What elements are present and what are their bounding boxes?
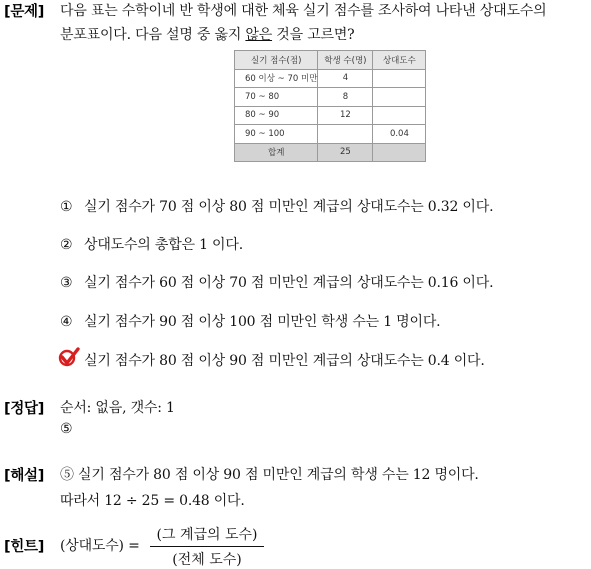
answer-order: 순서: 없음, 갯수: 1 — [60, 400, 175, 416]
table-cell — [373, 143, 426, 162]
table-row — [235, 106, 426, 125]
question-line-2-post: 것을 고르면? — [272, 27, 355, 43]
option-text: 실기 점수가 80 점 이상 90 점 미만인 계급의 상대도수는 0.4 이다. — [84, 353, 485, 369]
option-1 — [60, 196, 493, 216]
table-cell: 12 — [318, 106, 373, 125]
explanation-line-2: 따라서 12 ÷ 25 = 0.48 이다. — [60, 493, 245, 509]
question-line-2 — [60, 24, 354, 44]
explanation-label: [해설] — [4, 468, 45, 484]
option-text: 실기 점수가 70 점 이상 80 점 미만인 계급의 상대도수는 0.32 이다. — [84, 199, 494, 215]
option-text: 실기 점수가 90 점 이상 100 점 미만인 학생 수는 1 명이다. — [84, 314, 441, 330]
option-3 — [60, 272, 493, 292]
option-number: ② — [60, 237, 73, 253]
option-4 — [60, 311, 440, 331]
question-line-1: 다음 표는 수학이네 반 학생에 대한 체육 실기 점수를 조사하여 나타낸 상대도수의 — [60, 3, 547, 19]
answer-label: [정답] — [4, 401, 45, 417]
table-cell — [373, 88, 426, 107]
table-cell — [373, 69, 426, 88]
option-text: 상대도수의 총합은 1 이다. — [84, 237, 243, 253]
question-line-2-pre: 분포표이다. 다음 설명 중 옳지 — [60, 27, 246, 43]
table-row — [235, 125, 426, 144]
option-number: ① — [60, 199, 73, 215]
question-emphasis: 않은 — [245, 27, 273, 43]
table-cell: 25 — [318, 143, 373, 162]
option-5 — [60, 350, 485, 370]
table-cell: 90 ~ 100 — [235, 125, 318, 144]
table-row — [235, 88, 426, 107]
table-header-row — [235, 51, 426, 70]
explanation-line-1: ⑤ 실기 점수가 80 점 이상 90 점 미만인 계급의 학생 수는 12 명이다. — [60, 467, 479, 483]
table-cell: 70 ~ 80 — [235, 88, 318, 107]
table-cell: 8 — [318, 88, 373, 107]
table-cell: 0.04 — [373, 125, 426, 144]
hint-fraction — [150, 524, 264, 569]
table-cell — [318, 125, 373, 144]
check-mark-icon — [58, 346, 80, 368]
table-cell: 80 ~ 90 — [235, 106, 318, 125]
table-header: 상대도수 — [373, 51, 426, 70]
option-2 — [60, 234, 243, 254]
table-cell: 합계 — [235, 143, 318, 162]
hint-denominator: (전체 도수) — [172, 552, 242, 568]
hint-label: [힌트] — [4, 539, 45, 555]
answer-value: ⑤ — [60, 421, 73, 437]
table-row — [235, 69, 426, 88]
relative-frequency-table — [234, 50, 426, 162]
table-header: 실기 점수(점) — [235, 51, 318, 70]
option-number: ③ — [60, 275, 73, 291]
option-text: 실기 점수가 60 점 이상 70 점 미만인 계급의 상대도수는 0.16 이다. — [84, 275, 494, 291]
hint-numerator: (그 계급의 도수) — [150, 524, 264, 547]
table-cell: 60 이상 ~ 70 미만 — [235, 69, 318, 88]
problem-label: [문제] — [4, 4, 45, 20]
table-total-row — [235, 143, 426, 162]
option-number: ④ — [60, 314, 73, 330]
table-cell: 4 — [318, 69, 373, 88]
table-header: 학생 수(명) — [318, 51, 373, 70]
hint-lhs: (상대도수) = — [60, 538, 140, 554]
table-cell — [373, 106, 426, 125]
